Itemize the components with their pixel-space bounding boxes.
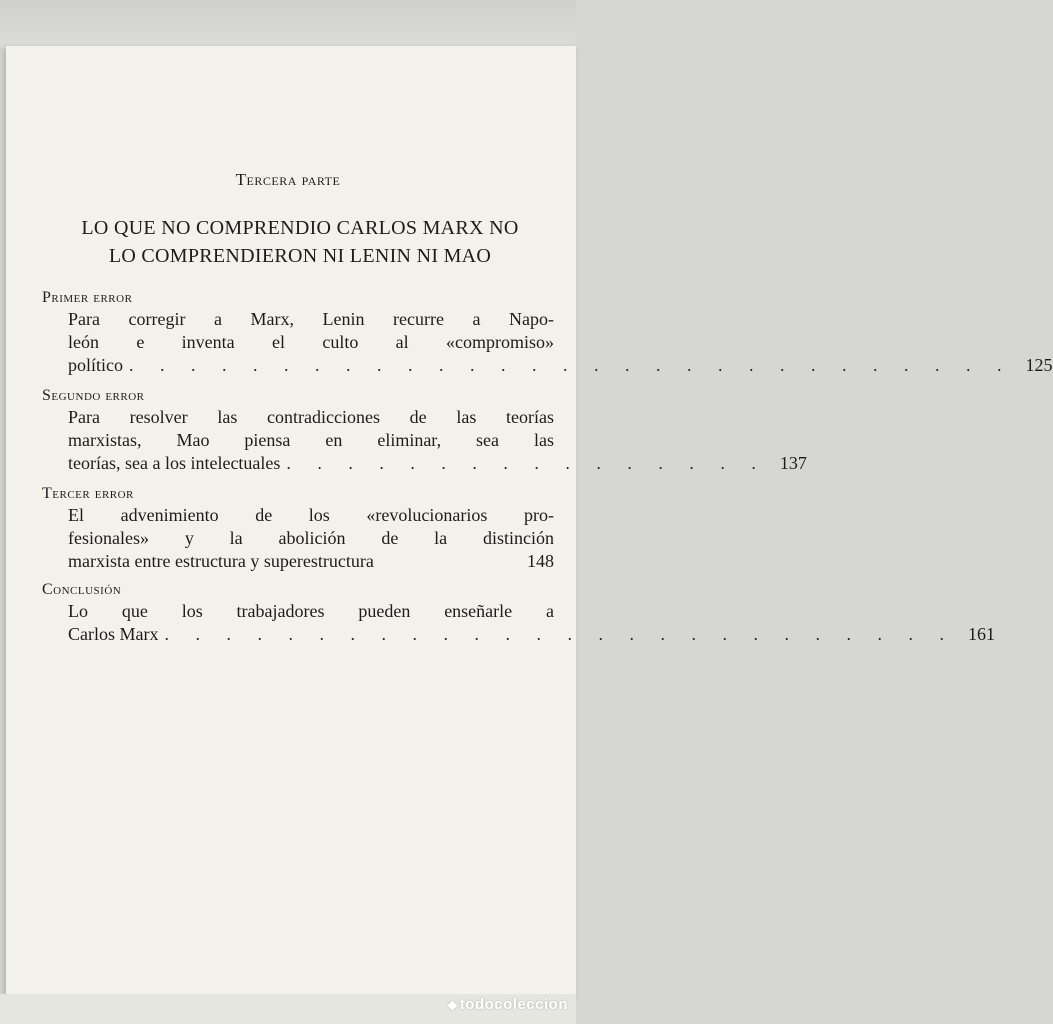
entry-line: león e inventa el culto al «compromiso» bbox=[68, 332, 554, 352]
toc-entry bbox=[68, 406, 807, 475]
entry-last-line bbox=[68, 550, 554, 573]
entry-line: Carlos Marx bbox=[68, 624, 159, 644]
part-title-line: LO QUE NO COMPRENDIO CARLOS MARX NO bbox=[81, 217, 519, 239]
dot-leader: . . . . . . . . . . . . . . . . . . . . . . . . . . bbox=[164, 624, 955, 644]
toc-section-tercer-error bbox=[42, 484, 554, 573]
toc-entry bbox=[68, 504, 554, 573]
dot-leader: . . . . . . . . . . . . . . . . bbox=[286, 453, 767, 473]
part-title-line: LO COMPRENDIERON NI LENIN NI MAO bbox=[108, 245, 492, 267]
entry-line: Lo que los trabajadores pueden enseñarle a bbox=[68, 601, 554, 621]
section-heading: Tercer error bbox=[42, 485, 134, 502]
entry-line: marxista entre estructura y superestructura bbox=[68, 551, 374, 571]
background-top bbox=[0, 0, 576, 48]
entry-line: Para resolver las contradicciones de las teorías bbox=[68, 407, 554, 427]
entry-line: político bbox=[68, 355, 123, 375]
dot-leader: . . . . . . . . . . . . . . . . . . . . . . . . . . . . . bbox=[129, 355, 1013, 375]
section-heading: Primer error bbox=[42, 289, 133, 306]
part-title bbox=[40, 214, 560, 270]
entry-line: teorías, sea a los intelectuales bbox=[68, 453, 281, 473]
tag-icon: ◆ bbox=[447, 997, 458, 1012]
page-number: 125 bbox=[1025, 355, 1053, 375]
entry-last-line bbox=[68, 623, 995, 646]
part-label: Tercera parte bbox=[235, 170, 341, 189]
section-heading: Segundo error bbox=[42, 387, 145, 404]
watermark-text: todocoleccion bbox=[459, 996, 568, 1013]
toc-section-primer-error bbox=[42, 288, 1053, 377]
watermark bbox=[447, 996, 568, 1013]
entry-line: El advenimiento de los «revolucionarios pro- bbox=[68, 505, 554, 525]
entry-line: Para corregir a Marx, Lenin recurre a Napo- bbox=[68, 309, 554, 329]
toc-entry bbox=[68, 308, 1053, 377]
toc-section-segundo-error bbox=[42, 386, 807, 475]
entry-line: fesionales» y la abolición de la distinción bbox=[68, 528, 554, 548]
entry-last-line bbox=[68, 354, 1053, 377]
page-number: 137 bbox=[779, 453, 807, 473]
toc-entry bbox=[68, 600, 995, 646]
section-heading: Conclusión bbox=[42, 581, 122, 598]
page-number: 161 bbox=[967, 624, 995, 644]
entry-line: marxistas, Mao piensa en eliminar, sea las bbox=[68, 430, 554, 450]
page-number: 148 bbox=[527, 551, 554, 571]
toc-section-conclusion bbox=[42, 580, 995, 646]
entry-last-line bbox=[68, 452, 807, 475]
